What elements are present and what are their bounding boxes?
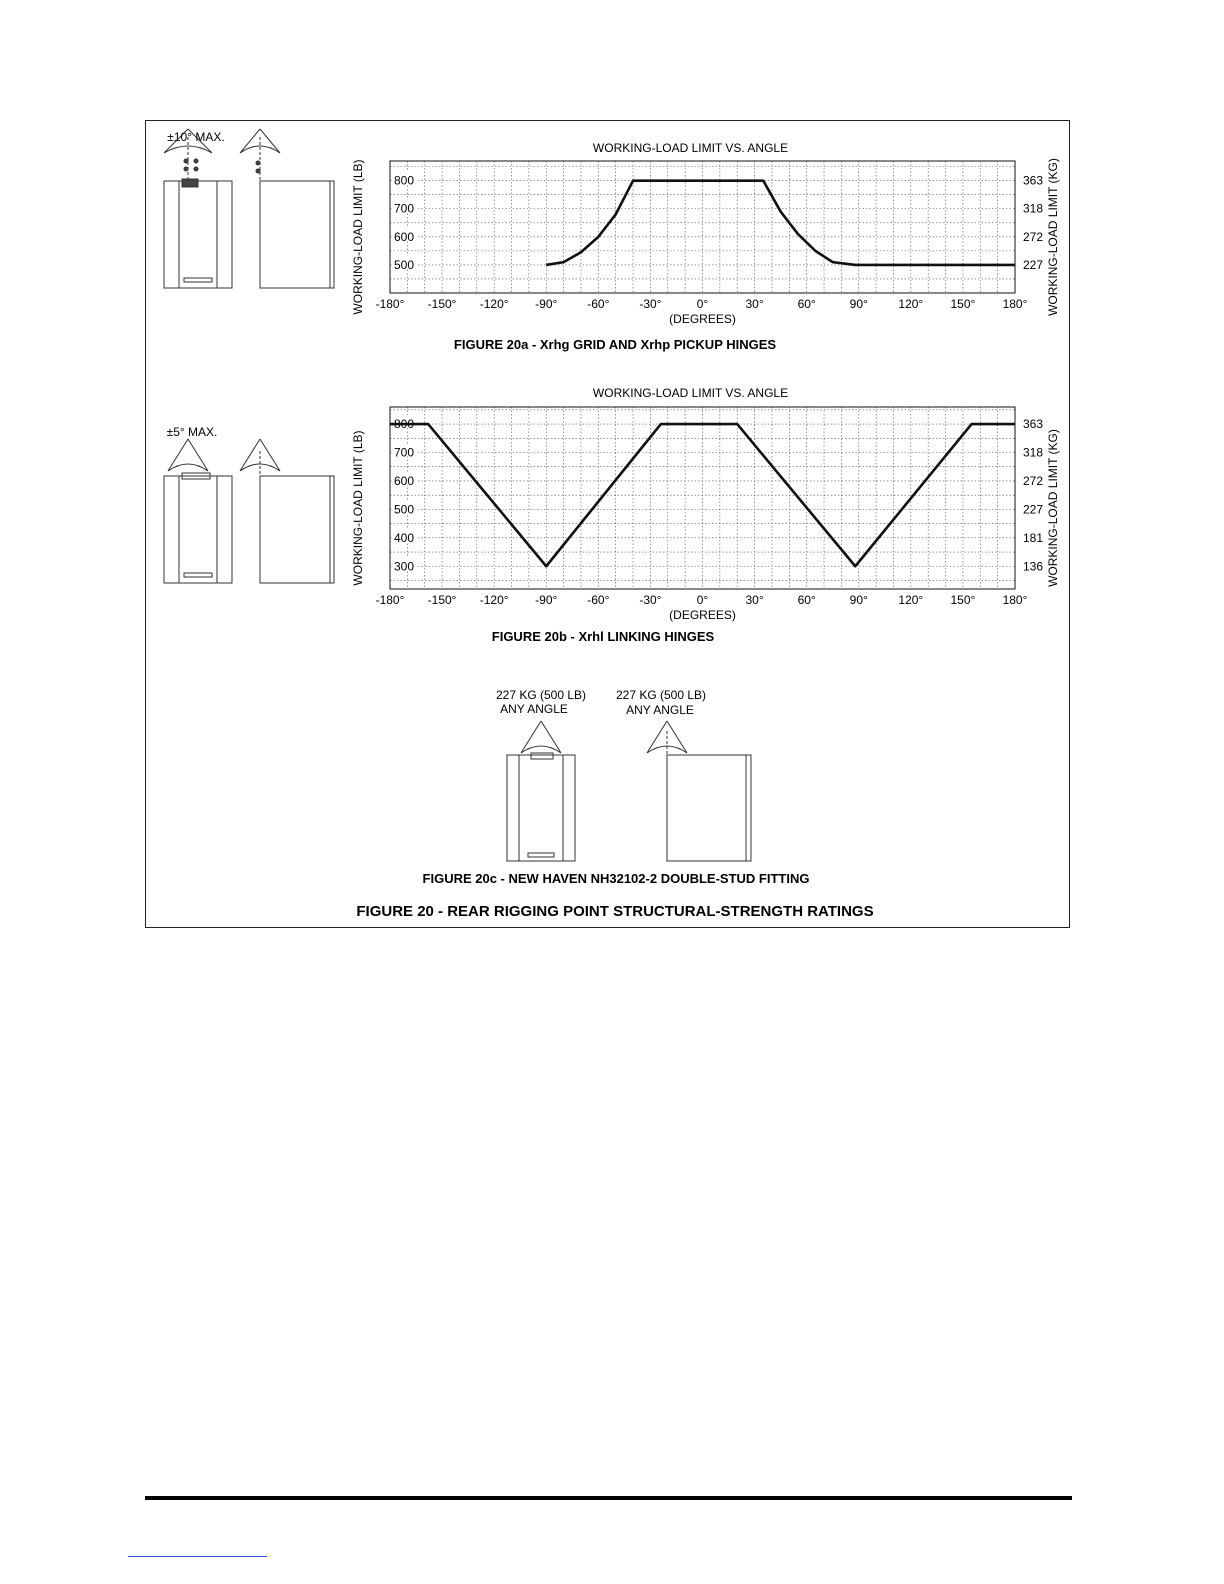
y-tick-label-lb: 300 [394, 559, 415, 574]
x-tick-label: 0° [696, 297, 709, 311]
x-tick-label: 60° [797, 593, 816, 607]
y2-tick-label-kg: 227 [1023, 502, 1044, 517]
x-axis-label: (DEGREES) [669, 608, 736, 622]
fig20c-right-label-line2: ANY ANGLE [626, 703, 694, 717]
y-tick-label-lb: 700 [394, 201, 415, 216]
caption-20c: FIGURE 20c - NEW HAVEN NH32102-2 DOUBLE-STUD FITTING [422, 871, 810, 886]
fig20c-right-label-line1: 227 KG (500 LB) [615, 688, 707, 702]
page-bottom-rule [145, 1496, 1072, 1500]
x-tick-label: -30° [639, 297, 662, 311]
x-tick-label: 120° [898, 593, 924, 607]
x-tick-label: -60° [587, 593, 610, 607]
y2-tick-label-kg: 363 [1023, 173, 1044, 188]
x-tick-label: 30° [745, 297, 764, 311]
speaker-front-drawing-20b [164, 439, 232, 583]
speaker-front-drawing-20c [507, 721, 575, 861]
x-tick-label: -150° [427, 297, 457, 311]
x-tick-label: -120° [479, 297, 509, 311]
x-tick-label: 180° [1002, 593, 1028, 607]
caption-20b: FIGURE 20b - Xrhl LINKING HINGES [491, 629, 715, 644]
x-tick-label: -150° [427, 593, 457, 607]
y2-axis-label: WORKING-LOAD LIMIT (KG) [1046, 158, 1060, 316]
footer-link-underline[interactable] [128, 1556, 267, 1557]
y2-tick-label-kg: 136 [1023, 559, 1044, 574]
x-tick-label: 150° [950, 593, 976, 607]
y-tick-label-lb: 600 [394, 229, 415, 244]
y-axis-label: WORKING-LOAD LIMIT (LB) [351, 159, 365, 315]
speaker-side-drawing-20a [240, 129, 334, 288]
series-line-wll [546, 181, 1015, 265]
x-tick-label: -180° [375, 593, 405, 607]
x-tick-label: 150° [950, 297, 976, 311]
chart-20a [167, 130, 1060, 326]
y-tick-label-lb: 800 [394, 173, 415, 188]
y2-tick-label-kg: 227 [1023, 257, 1044, 272]
x-tick-label: 120° [898, 297, 924, 311]
y-tick-label-lb: 400 [394, 530, 415, 545]
angle-note: ±10° MAX. [167, 130, 225, 144]
y-tick-label-lb: 500 [394, 502, 415, 517]
x-tick-label: 180° [1002, 297, 1028, 311]
speaker-side-drawing-20c [647, 721, 751, 861]
angle-note: ±5° MAX. [166, 425, 218, 439]
chart-20b [167, 386, 1060, 622]
y2-tick-label-kg: 318 [1023, 445, 1044, 460]
speaker-side-drawing-20b [240, 439, 334, 583]
x-tick-label: -180° [375, 297, 405, 311]
x-axis-label: (DEGREES) [669, 312, 736, 326]
x-tick-label: -120° [479, 593, 509, 607]
y2-tick-label-kg: 272 [1023, 473, 1044, 488]
y-tick-label-lb: 500 [394, 257, 415, 272]
y2-tick-label-kg: 318 [1023, 201, 1044, 216]
x-tick-label: 60° [797, 297, 816, 311]
x-tick-label: -90° [535, 297, 558, 311]
fig20c-left-label-line2: ANY ANGLE [500, 702, 568, 716]
y-tick-label-lb: 700 [394, 445, 415, 460]
y-tick-label-lb: 600 [394, 473, 415, 488]
y2-axis-label: WORKING-LOAD LIMIT (KG) [1046, 429, 1060, 587]
figure-frame [145, 120, 1070, 928]
x-tick-label: 0° [696, 593, 709, 607]
figure-caption: FIGURE 20 - REAR RIGGING POINT STRUCTURAL-STRENGTH RATINGS [356, 903, 874, 920]
caption-20a: FIGURE 20a - Xrhg GRID AND Xrhp PICKUP HINGES [453, 337, 777, 352]
chart-title: WORKING-LOAD LIMIT VS. ANGLE [592, 141, 789, 155]
y2-tick-label-kg: 363 [1023, 417, 1044, 432]
speaker-front-drawing-20a [164, 129, 232, 288]
y2-tick-label-kg: 272 [1023, 229, 1044, 244]
x-tick-label: 30° [745, 593, 764, 607]
chart-title: WORKING-LOAD LIMIT VS. ANGLE [592, 386, 789, 400]
x-tick-label: -90° [535, 593, 558, 607]
figure-canvas [146, 121, 1071, 929]
x-tick-label: -30° [639, 593, 662, 607]
x-tick-label: -60° [587, 297, 610, 311]
y-tick-label-lb: 800 [394, 417, 415, 432]
y2-tick-label-kg: 181 [1023, 530, 1044, 545]
x-tick-label: 90° [849, 593, 868, 607]
y-axis-label: WORKING-LOAD LIMIT (LB) [351, 430, 365, 586]
x-tick-label: 90° [849, 297, 868, 311]
fig20c-left-label-line1: 227 KG (500 LB) [495, 688, 587, 702]
